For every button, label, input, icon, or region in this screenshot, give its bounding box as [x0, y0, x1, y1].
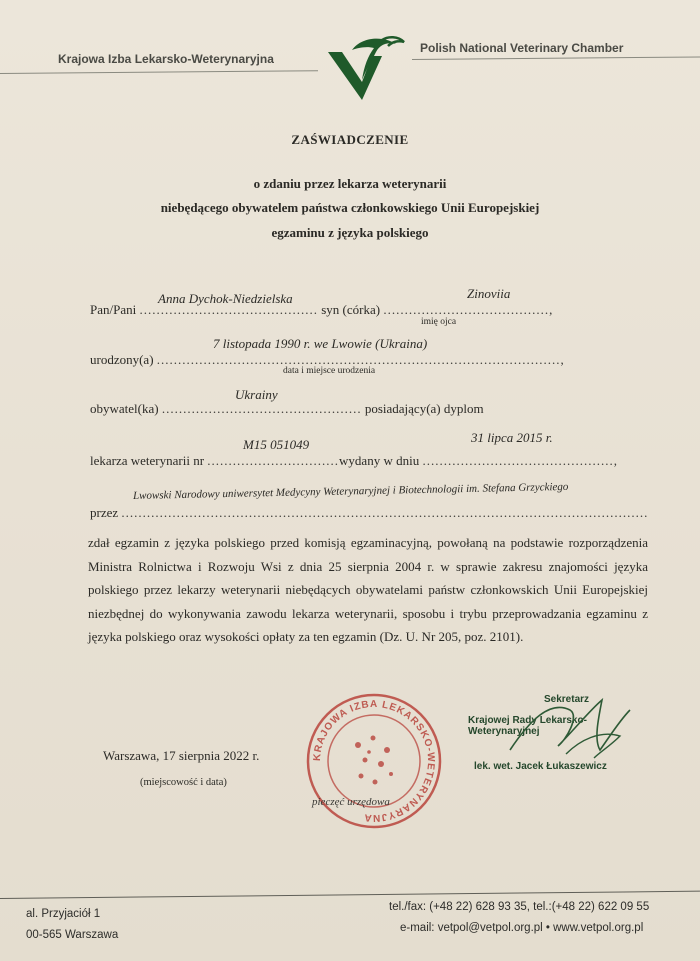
footer-phone: tel./fax: (+48 22) 628 93 35, tel.:(+48 22) 622 09 55 [389, 901, 650, 913]
official-stamp [303, 690, 445, 832]
dotted-line: ............................................., [422, 453, 618, 468]
dotted-line: ............................................................................................................................ [121, 505, 649, 520]
document-title: ZAŚWIADCZENIE [291, 132, 409, 147]
seal-note: pieczęć urzędowa [312, 796, 390, 808]
dotted-line: ............................................... [161, 401, 362, 416]
handwritten-signature [470, 680, 660, 780]
father-note: imię ojca [421, 317, 457, 327]
subtitle-line-3: egzaminu z języka polskiego [271, 225, 429, 240]
issued-date-value: 31 lipca 2015 r. [471, 430, 553, 445]
dotted-line: .......................................... [139, 302, 318, 317]
issued-label: wydany w dniu [339, 453, 420, 468]
header-rule-left [0, 70, 318, 74]
footer-address-2: 00-565 Warszawa [26, 929, 119, 941]
born-label: urodzony(a) [90, 352, 154, 367]
footer-rule [0, 891, 700, 899]
dotted-line: ............................... [207, 453, 340, 468]
by-label: przez [90, 505, 119, 520]
citizen-label: obywatel(ka) [90, 401, 159, 416]
chamber-logo [322, 30, 408, 106]
body-paragraph: zdał egzamin z języka polskiego przed komisją egzaminacyjną, powołaną na podstawie rozporządzenia Ministra Rolnictwa i Rozwoju Wsi z dnia 25 sierpnia 2004 r. w sprawie zakresu znajomości języka polskiego przez lekarzy weterynarii niebędących obywatelami państw członkowskich Unii Europejskiej niezbędnej do wykonywania zawodu lekarza weterynarii, sposobu i trybu przeprowadzania egzaminu z języka polskiego oraz wysokości opłaty za ten egzamin (Dz. U. Nr 205, poz. 2101). [88, 535, 648, 644]
father-name-value: Zinoviia [467, 286, 511, 301]
signature-org: Krajowej Rady Lekarsko-Weterynaryjnej [468, 715, 587, 737]
citizen-row [90, 401, 484, 417]
footer-address-1: al. Przyjaciół 1 [26, 908, 101, 920]
vet-label: lekarza weterynarii nr [90, 453, 205, 468]
signature-role: Sekretarz [544, 694, 590, 705]
footer-email: e-mail: vetpol@vetpol.org.pl • www.vetpol.org.pl [400, 922, 644, 934]
stamp-text: KRAJOWA IZBA LEKARSKO-WETERYNARYJNA [311, 698, 437, 824]
university-value: Lwowski Narodowy uniwersytet Medycyny Weterynaryjnej i Biotechnologii im. Stefana Grzyckiego [132, 480, 569, 502]
by-row [90, 505, 648, 521]
born-note: data i miejsce urodzenia [283, 366, 376, 376]
name-value: Anna Dychok-Niedzielska [158, 291, 293, 306]
header-right-org: Polish National Veterinary Chamber [420, 41, 624, 55]
place-date: Warszawa, 17 sierpnia 2022 r. [103, 748, 260, 763]
diploma-number-value: M15 051049 [243, 437, 310, 452]
dotted-line: ......................................., [383, 302, 554, 317]
place-date-note: (miejscowość i data) [140, 777, 227, 788]
signature-name: lek. wet. Jacek Łukaszewicz [474, 761, 607, 772]
subtitle-line-1: o zdaniu przez lekarza weterynarii [253, 176, 447, 191]
header-left-org: Krajowa Izba Lekarsko-Weterynaryjna [58, 52, 274, 66]
diploma-row [90, 453, 618, 469]
citizen-value: Ukrainy [235, 387, 278, 402]
pan-label: Pan/Pani [90, 302, 137, 317]
syn-label: syn (córka) [321, 302, 381, 317]
subtitle-line-2: niebędącego obywatelem państwa członkowskiego Unii Europejskiej [160, 200, 540, 215]
dotted-line: ..............................................................................................., [156, 352, 565, 367]
born-value: 7 listopada 1990 r. we Lwowie (Ukraina) [213, 336, 428, 351]
diploma-label: posiadający(a) dyplom [364, 401, 484, 416]
header-rule-right [412, 56, 700, 60]
